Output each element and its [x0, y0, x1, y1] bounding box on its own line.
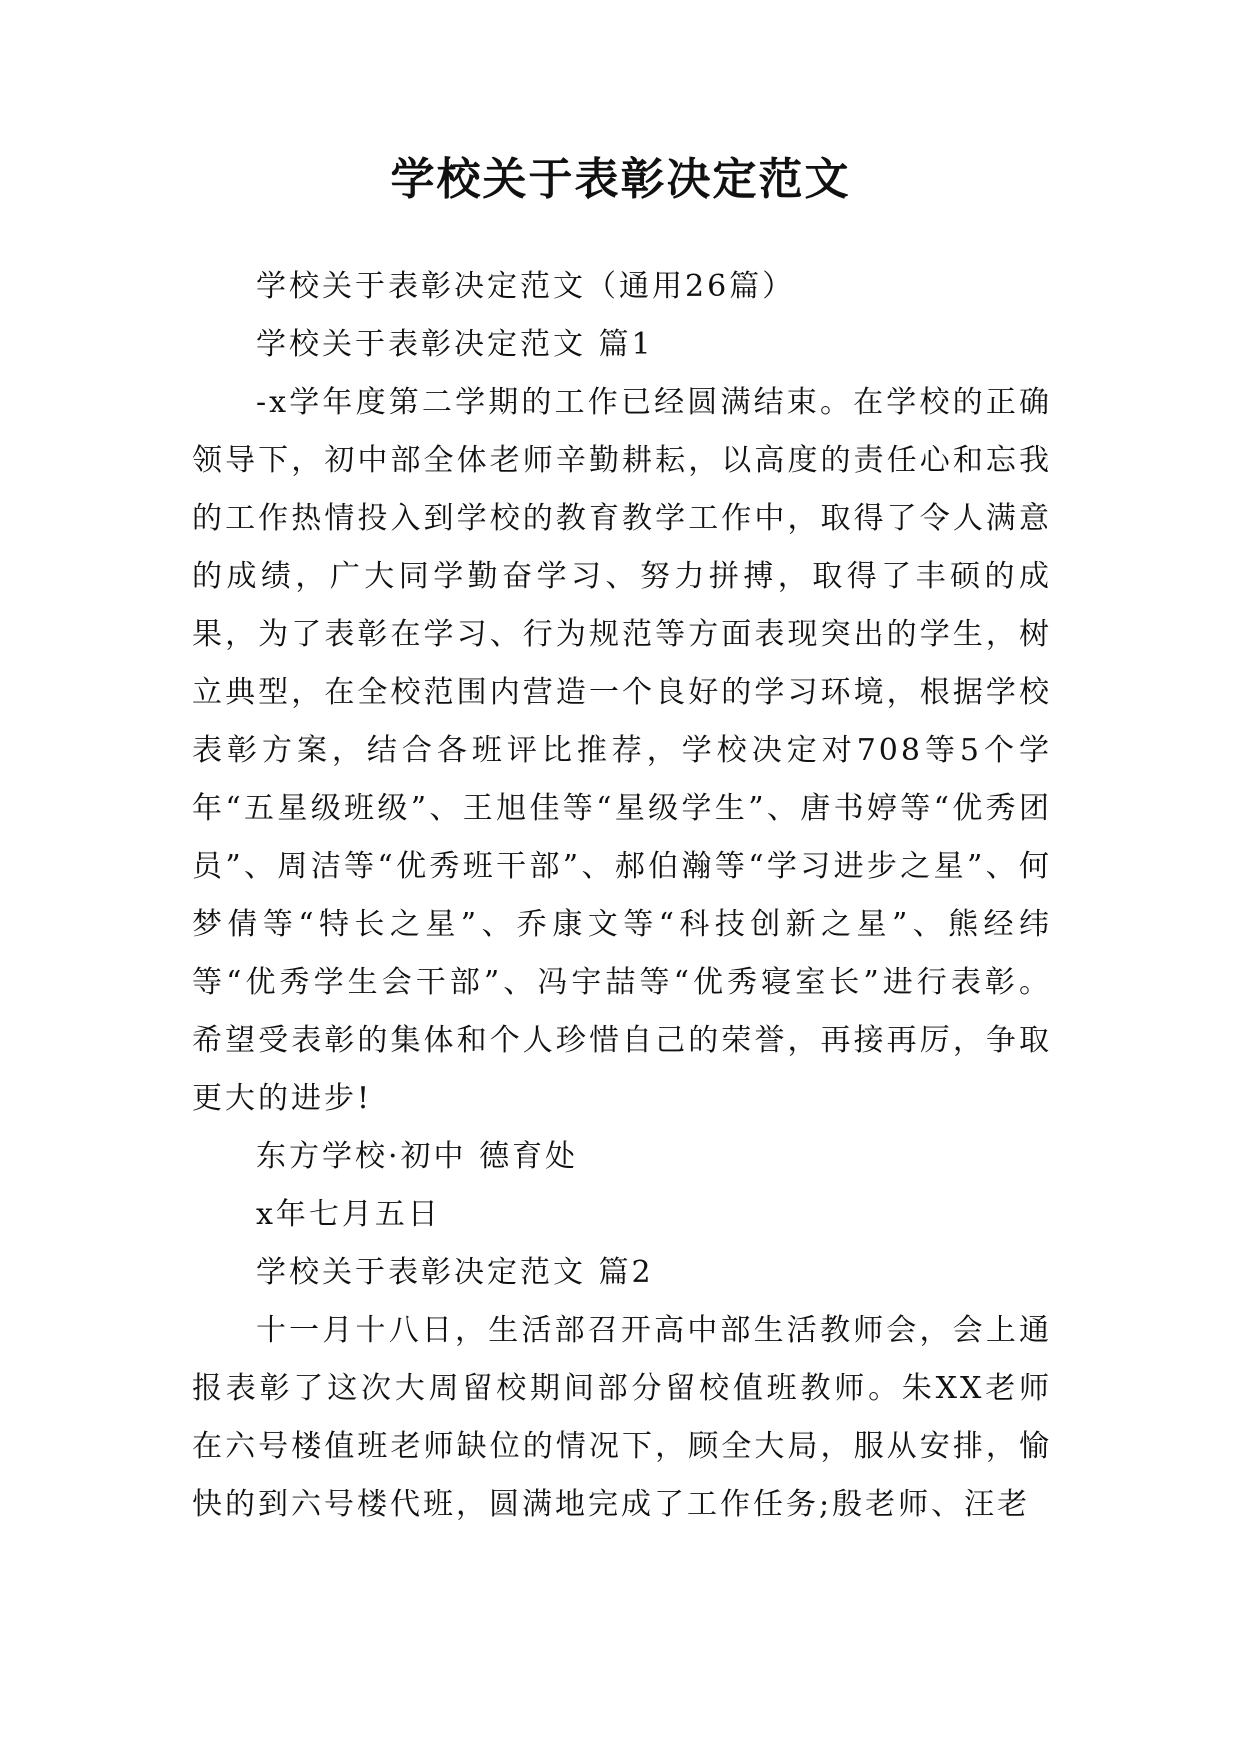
body-paragraph-2: 十一月十八日，生活部召开高中部生活教师会，会上通报表彰了这次大周留校期间部分留校值班教师。朱XX老师在六号楼值班老师缺位的情况下，顾全大局，服从安排，愉快的到六号楼代班，圆满地完成了工作任务;殷老师、汪老: [192, 1313, 1052, 1522]
subtitle-paragraph: 学校关于表彰决定范文（通用26篇）: [256, 269, 796, 304]
body-paragraph-1: -x学年度第二学期的工作已经圆满结束。在学校的正确领导下，初中部全体老师辛勤耕耘，以高度的责任心和忘我的工作热情投入到学校的教育教学工作中，取得了令人满意的成绩，广大同学勤奋学习、努力拼搏，取得了丰硕的成果，为了表彰在学习、行为规范等方面表现突出的学生，树立典型，在全校范围内营造一个良好的学习环境，根据学校表彰方案，结合各班评比推荐，学校决定对708等5个学年“五星级班级”、王旭佳等“星级学生”、唐书婷等“优秀团员”、周洁等“优秀班干部”、郝伯瀚等“学习进步之星”、何梦倩等“特长之星”、乔康文等“科技创新之星”、熊经纬等“优秀学生会干部”、冯宇喆等“优秀寝室长”进行表彰。希望受表彰的集体和个人珍惜自己的荣誉，再接再厉，争取更大的进步!: [192, 385, 1052, 1116]
document-body: [192, 258, 1052, 1534]
section-heading-1: 学校关于表彰决定范文 篇1: [256, 327, 654, 362]
document-title: 学校关于表彰决定范文: [390, 154, 851, 205]
signature-date: x年七月五日: [256, 1197, 441, 1232]
signature-org: 东方学校·初中 德育处: [256, 1139, 579, 1174]
section-heading-2: 学校关于表彰决定范文 篇2: [256, 1255, 654, 1290]
